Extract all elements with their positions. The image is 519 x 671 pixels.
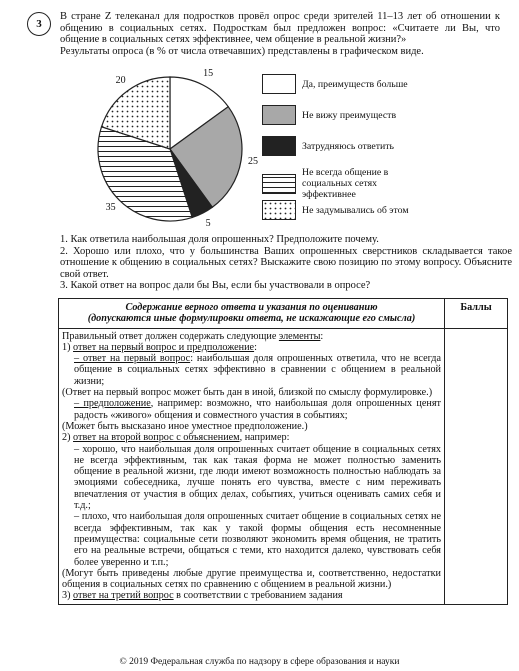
question-1: 1. Как ответила наибольшая доля опрошенных? Предположите почему. — [60, 234, 379, 245]
slice-value-label: 20 — [115, 75, 126, 87]
legend-item — [262, 105, 432, 125]
legend-item — [262, 74, 432, 94]
question-3: 3. Какой ответ на вопрос дали бы Вы, если бы участвовали в опросе? — [60, 280, 371, 292]
score-cell — [445, 328, 508, 604]
answer-text: : — [320, 330, 324, 342]
footer-copyright: © 2019 Федеральная служба по надзору в сфере образования и науки — [119, 657, 400, 667]
intro-paragraph: В стране Z телеканал для подростков провёл опрос среди зрителей 11–13 лет об отношении к общению в социальных сетях. Подросткам был предложен вопрос: «Считаете ли Вы, что общение в социальных сетях эффективнее, чем общение в реальной жизни?» — [60, 11, 500, 46]
legend-swatch-dots — [262, 200, 296, 220]
legend-label: Не вижу преимуществ — [302, 109, 397, 121]
intro-paragraph: Результаты опроса (в % от числа отвечавших) представлены в графическом виде. — [60, 45, 424, 57]
task-intro — [60, 11, 500, 57]
answer-text: (Может быть высказано иное уместное предположение.) — [62, 420, 308, 432]
header-main: Содержание верного ответа и указания по оцениванию — [125, 302, 378, 313]
slice-value-label: 25 — [247, 156, 258, 168]
answer-text: 1) — [62, 341, 74, 353]
answer-text: , например: возможно, что наибольшая доля опрошенных ценят радость «живого» общения и совместного участия в событиях; — [74, 398, 441, 421]
legend-swatch-gray — [262, 105, 296, 125]
table-header-score: Баллы — [445, 299, 508, 329]
answer-text: – ответ на первый вопрос — [74, 353, 191, 365]
legend-swatch-white — [262, 74, 296, 94]
answer-text: 3) — [62, 590, 74, 602]
answer-text: – предположение — [74, 398, 151, 410]
legend-item — [262, 167, 432, 200]
answer-text: – плохо, что наибольшая доля опрошенных считает общение в социальных сетях не всегда эффективным, так как у такой формы общения есть несомненные преимущества: социальные сети позволяют экономить время общения, не тратить его на реальные встречи, общаться с теми, кто находится далеко, чувствовать себя более уверенно и т.п.; — [74, 511, 441, 568]
answer-text: 2) — [62, 432, 74, 444]
grading-table — [58, 298, 508, 605]
answer-text: (Ответ на первый вопрос может быть дан в иной, близкой по смыслу формулировке.) — [62, 387, 433, 399]
slice-value-label: 15 — [203, 68, 214, 80]
answer-text: : — [254, 341, 257, 353]
legend-swatch-lines — [262, 174, 296, 194]
answer-text: , например: — [239, 432, 290, 444]
legend-label: Затрудняюсь ответить — [302, 140, 395, 152]
answer-text: (Могут быть приведены любые другие преимущества и, соответственно, недостатки общения в социальных сетях по сравнению с общением в реальной жизни.) — [62, 567, 441, 591]
answer-text: ответ на первый вопрос и предположение — [73, 341, 255, 353]
questions — [60, 234, 512, 292]
slice-value-label: 5 — [205, 217, 211, 229]
slice-value-label: 35 — [105, 202, 116, 214]
question-2: 2. Хорошо или плохо, что у большинства Ваших опрошенных сверстников складывается такое отношение к общению в социальных сетях? Выскажите свою позицию по этому вопросу. Объясните свой ответ. — [60, 245, 512, 280]
answer-text: ответ на третий вопрос — [73, 590, 174, 602]
answer-content — [59, 328, 445, 604]
answer-text: ответ на второй вопрос с объяснением — [73, 432, 240, 444]
legend-item — [262, 136, 432, 156]
answer-text: Правильный ответ должен содержать следующие — [62, 330, 279, 342]
legend-label: Да, преимуществ больше — [302, 78, 408, 90]
header-sub: (допускаются иные формулировки ответа, не искажающие его смысла) — [87, 313, 416, 325]
table-header-content — [59, 299, 445, 329]
legend-swatch-black — [262, 136, 296, 156]
legend-label: Не всегда общение в социальных сетях эффективнее — [302, 167, 389, 200]
answer-text: – хорошо, что наибольшая доля опрошенных считает общение в социальных сетях не всегда эффективным, так как такая форма не может полностью заменить общение в реальной жизни, где люди имеют возможность полностью наблюдать за эмоциями собеседника, лучше понять его чувства, вместе с ним переживать впечатления от участия в общих делах, событиях, учиться оценивать самих себя и т.д.; — [74, 443, 441, 512]
legend-label: Не задумывались об этом — [302, 204, 409, 216]
task-number-badge: 3 — [27, 12, 51, 36]
answer-text: в соответствии с требованием задания — [173, 590, 343, 602]
answer-text: : наибольшая доля опрошенных ответила, что не всегда общение в социальных сетях эффективно в сравнении с общением в реальной жизни; — [74, 353, 441, 387]
legend-item — [262, 200, 432, 220]
answer-text: элементы — [278, 330, 321, 342]
